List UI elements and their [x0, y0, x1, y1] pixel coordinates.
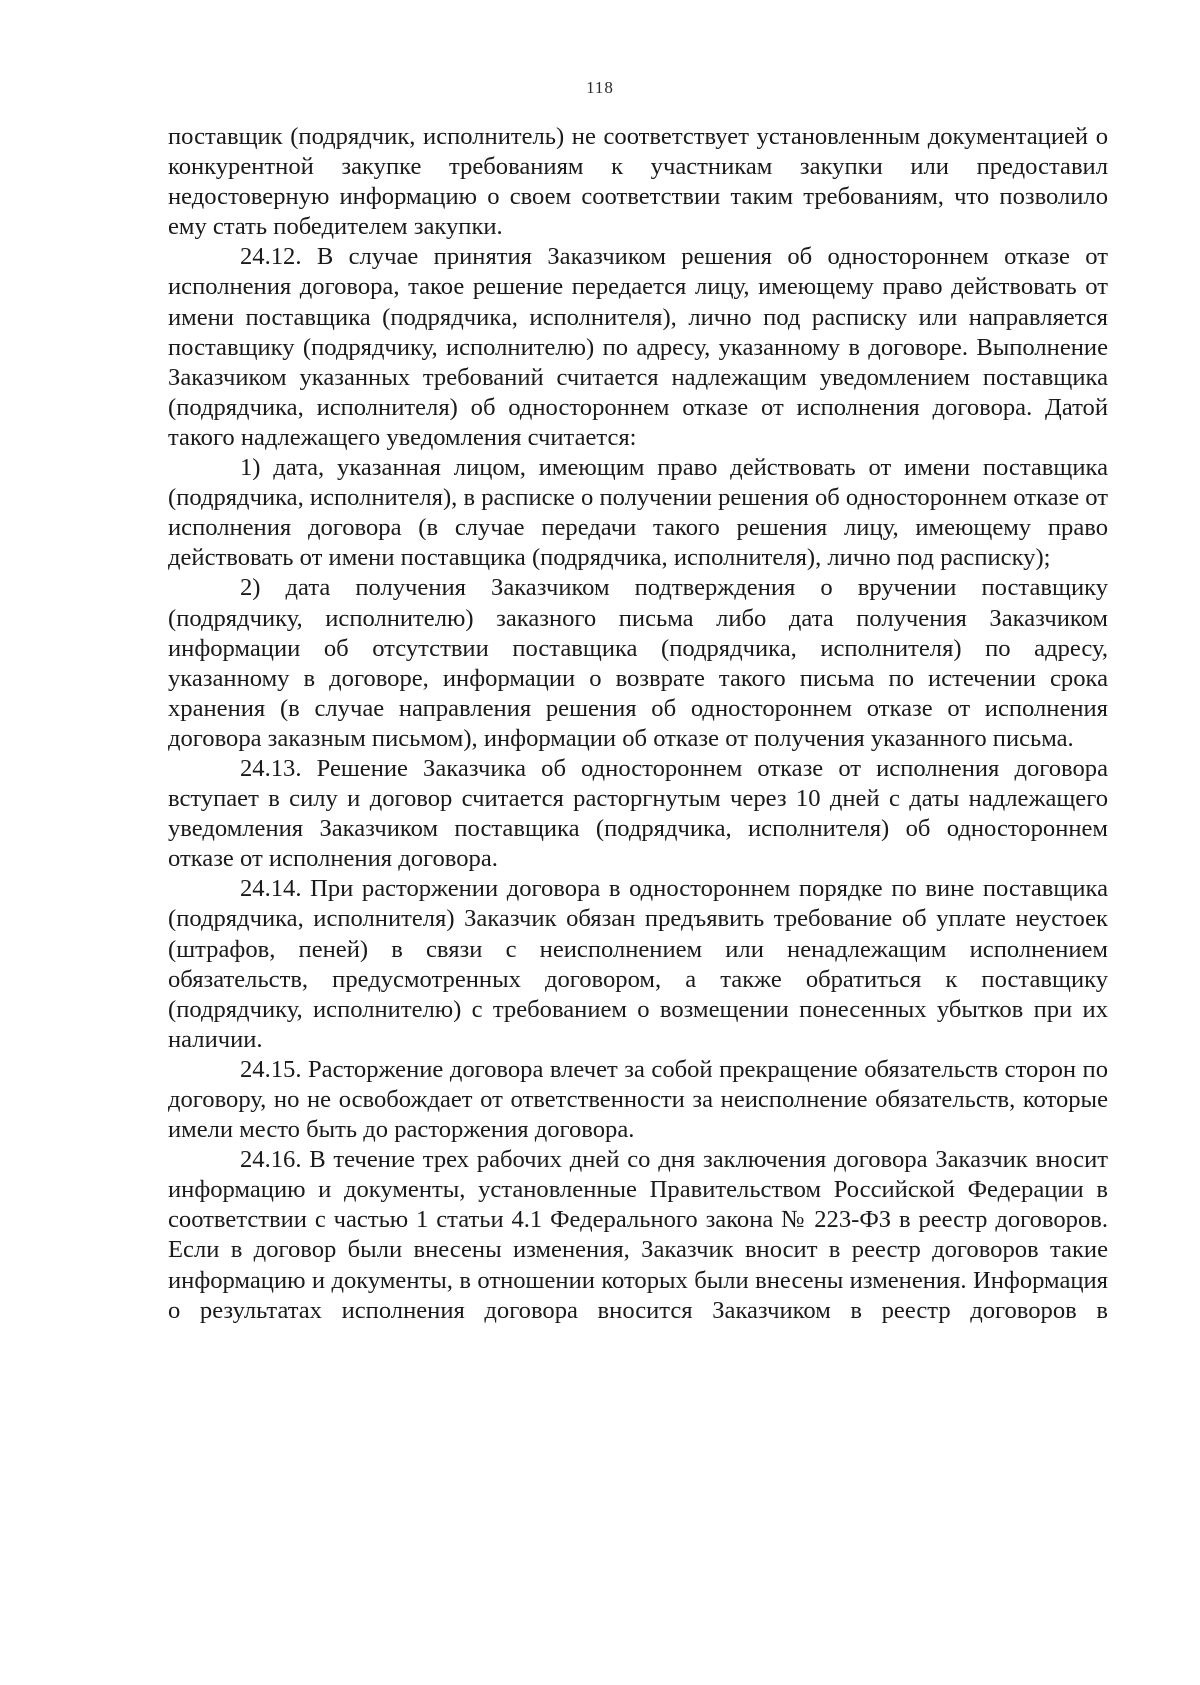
paragraph-continuation: поставщик (подрядчик, исполнитель) не соответствует установленным документацией о конкурентной закупке требованиям к участникам закупки или предоставил недостоверную информацию о своем соответствии таким требованиям, что позволило ему стать победителем закупки. — [168, 123, 1108, 241]
paragraph-24-13: 24.13. Решение Заказчика об одностороннем отказе от исполнения договора вступает в силу и договор считается расторгнутым через 10 дней с даты надлежащего уведомления Заказчиком поставщика (подрядчика, исполнителя) об одностороннем отказе от исполнения договора. — [168, 754, 1108, 873]
paragraph-24-12: 24.12. В случае принятия Заказчиком решения об одностороннем отказе от исполнения договора, такое решение передается лицу, имеющему право действовать от имени поставщика (подрядчика, исполнителя), лично под расписку или направляется поставщику (подрядчику, исполнителю) по адресу, указанному в договоре. Выполнение Заказчиком указанных требований считается надлежащим уведомлением поставщика (подрядчика, исполнителя) об одностороннем отказе от исполнения договора. Датой такого надлежащего уведомления считается: — [168, 243, 1108, 451]
page-number: 118 — [586, 78, 614, 97]
paragraph-24-14: 24.14. При расторжении договора в одностороннем порядке по вине поставщика (подрядчика, исполнителя) Заказчик обязан предъявить требование об уплате неустоек (штрафов, пеней) в связи с неисполнением или ненадлежащим исполнением обязательств, предусмотренных договором, а также обратиться к поставщику (подрядчику, исполнителю) с требованием о возмещении понесенных убытков при их наличии. — [168, 875, 1108, 1053]
paragraph-24-15: 24.15. Расторжение договора влечет за собой прекращение обязательств сторон по договору, но не освобождает от ответственности за неисполнение обязательств, которые имели место быть до расторжения договора. — [168, 1055, 1108, 1144]
paragraph-24-16: 24.16. В течение трех рабочих дней со дня заключения договора Заказчик вносит информацию и документы, установленные Правительством Российской Федерации в соответствии с частью 1 статьи 4.1 Федерального закона № 223-ФЗ в реестр договоров. Если в договор были внесены изменения, Заказчик вносит в реестр договоров такие информацию и документы, в отношении которых были внесены изменения. Информация о результатах исполнения договора вносится Заказчиком в реестр договоров в — [168, 1146, 1108, 1324]
document-body — [168, 122, 1108, 1326]
paragraph-item-2: 2) дата получения Заказчиком подтверждения о вручении поставщику (подрядчику, исполнителю) заказного письма либо дата получения Заказчиком информации об отсутствии поставщика (подрядчика, исполнителя) по адресу, указанному в договоре, информации о возврате такого письма по истечении срока хранения (в случае направления решения об одностороннем отказе от исполнения договора заказным письмом), информации об отказе от получения указанного письма. — [168, 574, 1108, 752]
paragraph-item-1: 1) дата, указанная лицом, имеющим право действовать от имени поставщика (подрядчика, исполнителя), в расписке о получении решения об одностороннем отказе от исполнения договора (в случае передачи такого решения лицу, имеющему право действовать от имени поставщика (подрядчика, исполнителя), лично под расписку); — [168, 454, 1108, 572]
